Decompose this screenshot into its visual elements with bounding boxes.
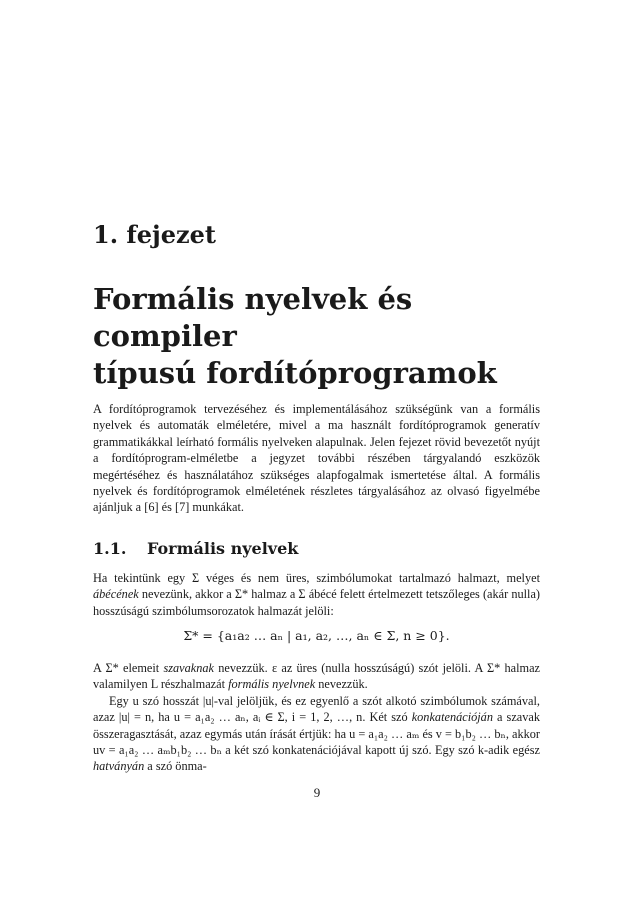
chapter-label: 1. fejezet (93, 220, 216, 249)
words-text-a: A Σ* elemeit (93, 661, 164, 675)
alphabet-paragraph (93, 570, 540, 619)
words-text-c: nevezzük. (315, 677, 368, 692)
alphabet-text-b: nevezünk, akkor a Σ* halmaz a Σ ábécé felett értelmezett tetszőleges (akár nulla) hosszúságú szimbólumsorozatok halmazát jelöli: (93, 587, 540, 618)
length-text-c: a szó önma- (144, 759, 207, 774)
sigma-star-formula: Σ* = {a₁a₂ … aₙ | a₁, a₂, …, aₙ ∈ Σ, n ≥ 0}. (183, 628, 450, 643)
term-abecenek: ábécének (93, 587, 139, 602)
section-number: 1.1. (93, 539, 127, 558)
definitions-block (93, 660, 540, 775)
length-paragraph (93, 693, 540, 775)
words-text-b: nevezzük. ε az üres (nulla hosszúságú) szót jelöli. A Σ* halmaz valamilyen L részhalmazát (93, 661, 541, 692)
reference-7[interactable]: [7] (174, 500, 190, 515)
chapter-title-line-2: típusú fordítóprogramok (93, 356, 497, 390)
term-szavaknak: szavaknak (163, 661, 214, 675)
term-formalis-nyelvnek: formális nyelvnek (228, 677, 316, 692)
section-title: Formális nyelvek (147, 539, 299, 558)
section-heading (93, 539, 298, 558)
intro-paragraph (93, 401, 540, 516)
term-hatvanyan: hatványán (93, 759, 145, 774)
length-text-b: a szavak összeragasztását, azaz egymás után írását értjük: ha u = a₁a₂ … aₘ és v = b₁b₂ … bₙ, akkor uv = a₁a₂ … aₘb₁b₂ … bₙ a két szó konkatenációjával kapott új szó. Egy szó k-adik egész (93, 710, 540, 758)
intro-and: és (158, 500, 175, 515)
alphabet-text-a: Ha tekintünk egy Σ véges és nem üres, szimbólumokat tartalmazó halmazt, melyet (93, 571, 540, 585)
length-text-a: Egy u szó hosszát |u|-val jelöljük, és ez egyenlő a szót alkotó szimbólumok számával, azaz |u| = n, ha u = a₁a₂ … aₙ, aᵢ ∈ Σ, i = 1, 2, …, n. Két szó (93, 693, 540, 725)
reference-6[interactable]: [6] (144, 500, 159, 515)
words-paragraph (93, 660, 540, 693)
chapter-title (93, 281, 553, 392)
intro-end: munkákat. (189, 500, 244, 515)
page-number: 9 (313, 785, 321, 800)
chapter-title-line-1: Formális nyelvek és compiler (93, 282, 413, 353)
term-konkatenaciojan: konkatenációján (411, 710, 493, 725)
intro-text: A fordítóprogramok tervezéséhez és implementálásához szükségünk van a formális nyelvek és automaták elméletére, mivel a ma használt fordítóprogramok generatív grammatikákkal leírható formális nyelveken alapulnak. Jelen fejezet rövid bevezetőt nyújt a fordítóprogram-elméletbe a jegyzet további részében tárgyalandó eszközök megértéséhez és használatához szükséges alapfogalmak ismertetése által. A formális nyelvek és fordítóprogramok elméletének részletes tárgyalásához az olvasó figyelmébe ajánljuk a (93, 402, 540, 515)
